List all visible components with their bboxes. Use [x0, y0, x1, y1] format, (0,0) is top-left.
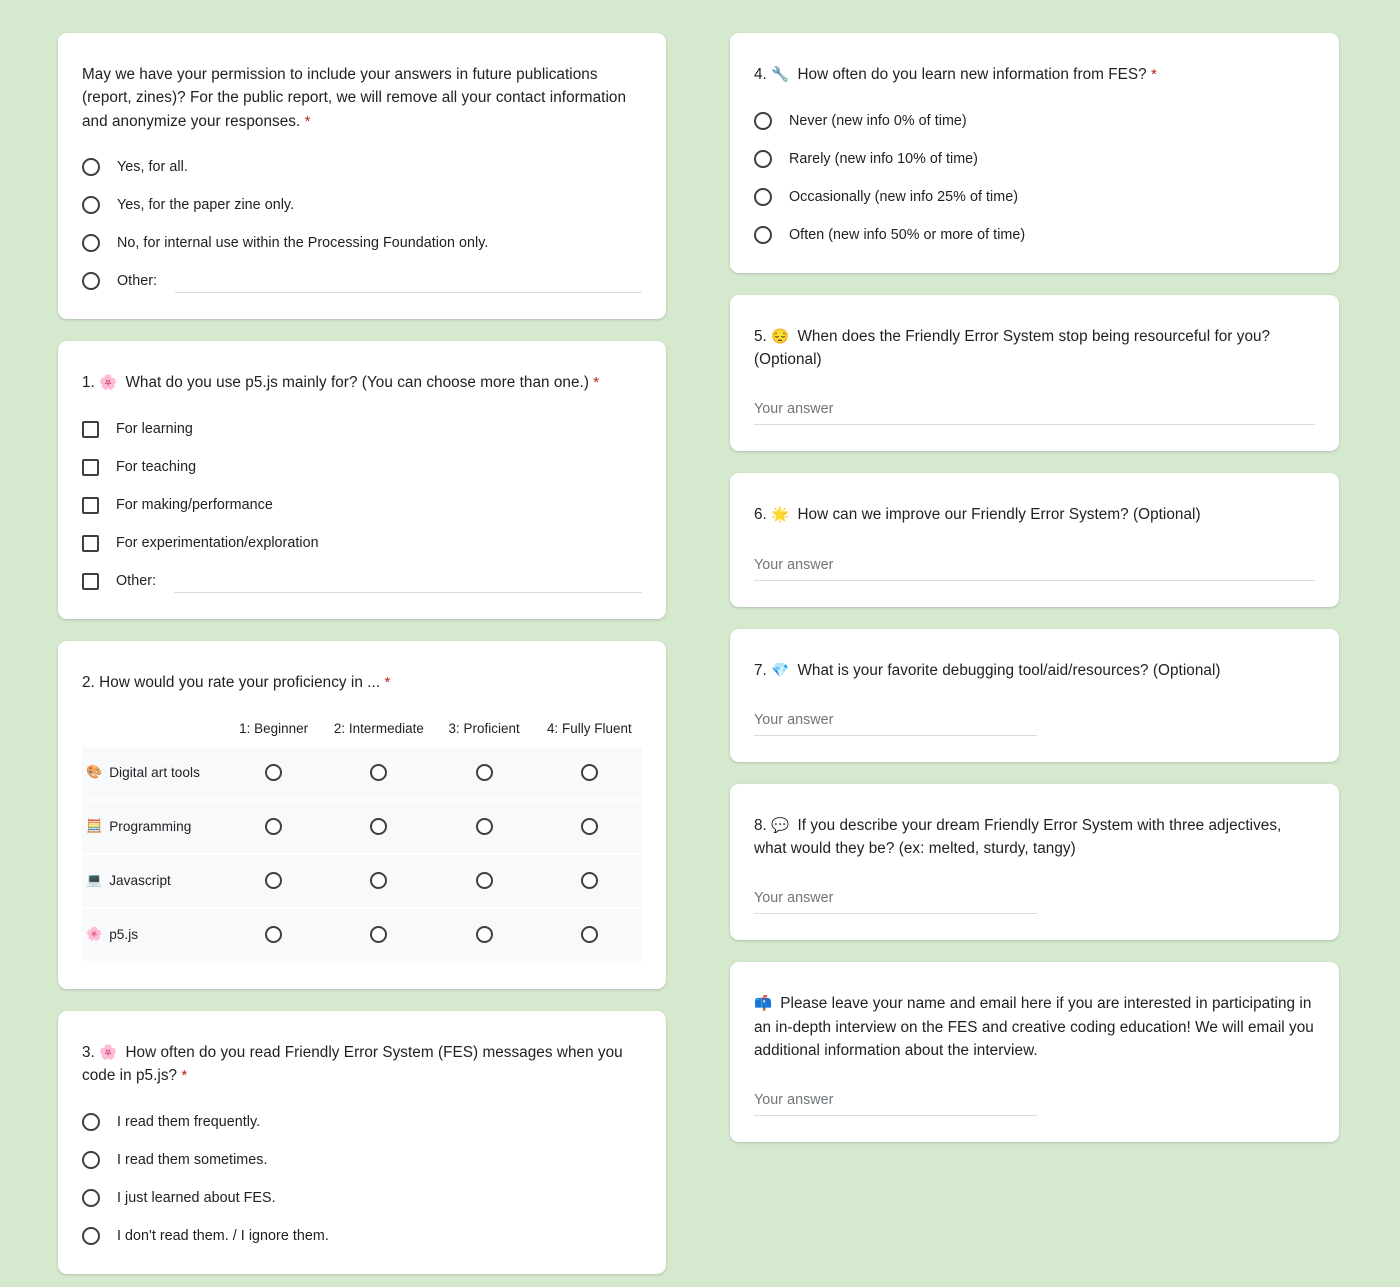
other-text-input[interactable] — [174, 573, 642, 593]
radio-icon[interactable] — [82, 196, 100, 214]
required-asterisk: * — [304, 112, 311, 130]
option-label: I don't read them. / I ignore them. — [117, 1227, 329, 1244]
checkbox-option[interactable] — [82, 493, 642, 517]
radio-icon[interactable] — [265, 926, 282, 943]
question-number: 6. — [754, 506, 772, 524]
answer-placeholder[interactable]: Your answer — [754, 712, 1037, 736]
question-card — [730, 784, 1339, 941]
grid-row — [82, 747, 642, 799]
grid-row — [82, 801, 642, 853]
radio-icon[interactable] — [82, 1151, 100, 1169]
answer-placeholder[interactable]: Your answer — [754, 557, 1315, 581]
option-label: Occasionally (new info 25% of time) — [789, 188, 1019, 205]
checkbox-option[interactable] — [82, 455, 642, 479]
grid-cell[interactable] — [221, 926, 326, 943]
grid-row-label-text: p5.js — [109, 927, 139, 943]
radio-option[interactable] — [82, 193, 642, 217]
grid-cell[interactable] — [221, 818, 326, 835]
grid-column-header: 3: Proficient — [448, 720, 520, 736]
option-label: For learning — [116, 421, 193, 438]
radio-icon[interactable] — [476, 926, 493, 943]
radio-icon[interactable] — [82, 158, 100, 176]
radio-option[interactable] — [82, 1110, 642, 1134]
grid-cell[interactable] — [537, 818, 642, 835]
question-text — [754, 503, 1315, 526]
radio-option[interactable] — [82, 1186, 642, 1210]
radio-icon[interactable] — [370, 818, 387, 835]
radio-option[interactable] — [82, 155, 642, 179]
grid-row-emoji-icon: 💻 — [86, 872, 103, 888]
option-label: Rarely (new info 10% of time) — [789, 150, 978, 167]
radio-icon[interactable] — [581, 926, 598, 943]
radio-icon[interactable] — [82, 1227, 100, 1245]
question-card — [730, 629, 1339, 762]
question-text — [754, 659, 1315, 682]
options-list — [82, 417, 642, 593]
option-label: I read them sometimes. — [117, 1151, 268, 1168]
radio-icon[interactable] — [370, 872, 387, 889]
grid-column-header: 2: Intermediate — [333, 720, 424, 736]
question-text — [82, 371, 642, 395]
radio-icon[interactable] — [476, 872, 493, 889]
question-label: What do you use p5.js mainly for? (You can choose more than one.) — [125, 374, 594, 392]
grid-cell[interactable] — [432, 818, 537, 835]
grid-cell[interactable] — [326, 764, 431, 781]
short-answer-field[interactable] — [754, 890, 1037, 914]
radio-option[interactable] — [754, 109, 1315, 133]
question-label: How would you rate your proficiency in ... — [99, 674, 385, 692]
radio-icon[interactable] — [82, 1113, 100, 1131]
short-answer-field[interactable] — [754, 1092, 1037, 1116]
grid-row-emoji-icon: 🧮 — [86, 818, 103, 834]
radio-icon[interactable] — [82, 272, 100, 290]
question-emoji-icon: 😔 — [771, 328, 798, 345]
question-number: 2. — [82, 674, 100, 692]
radio-option[interactable] — [754, 223, 1315, 247]
options-list — [754, 109, 1315, 247]
question-emoji-icon: 🌸 — [99, 375, 126, 392]
option-label: Other: — [117, 273, 158, 290]
option-label: I read them frequently. — [117, 1113, 261, 1130]
question-card — [730, 473, 1339, 606]
radio-option[interactable] — [82, 269, 642, 293]
radio-icon[interactable] — [476, 764, 493, 781]
answer-placeholder[interactable]: Your answer — [754, 890, 1037, 914]
radio-icon[interactable] — [581, 818, 598, 835]
question-text — [82, 63, 642, 133]
radio-option[interactable] — [82, 231, 642, 255]
question-emoji-icon: 📫 — [754, 996, 781, 1013]
question-text — [82, 671, 642, 695]
checkbox-option[interactable] — [82, 531, 642, 555]
option-label: For experimentation/exploration — [116, 535, 319, 552]
question-card — [58, 341, 666, 619]
option-label: I just learned about FES. — [117, 1189, 276, 1206]
radio-icon[interactable] — [82, 1189, 100, 1207]
grid-cell[interactable] — [221, 872, 326, 889]
question-number: 3. — [82, 1043, 100, 1061]
grid-row-label — [82, 817, 221, 837]
grid-cell[interactable] — [432, 926, 537, 943]
grid-row — [82, 909, 642, 961]
radio-option[interactable] — [82, 1224, 642, 1248]
question-label: When does the Friendly Error System stop being resourceful for you? (Optional) — [754, 327, 1271, 369]
grid-column-header: 4: Fully Fluent — [546, 720, 632, 736]
grid-cell[interactable] — [432, 872, 537, 889]
required-asterisk: * — [1151, 66, 1157, 83]
grid-cell[interactable] — [326, 872, 431, 889]
question-number: 8. — [754, 816, 772, 834]
question-label: Please leave your name and email here if you are interested in participating in an in-depth interview on the FES and creative coding education! We will email you additional information about the interview. — [754, 995, 1314, 1059]
question-text — [754, 63, 1315, 87]
question-emoji-icon: 💎 — [771, 662, 798, 679]
answer-placeholder[interactable]: Your answer — [754, 1092, 1037, 1116]
option-label: Yes, for the paper zine only. — [117, 197, 295, 214]
question-text — [754, 814, 1315, 861]
question-text — [82, 1041, 642, 1088]
question-text — [754, 992, 1315, 1062]
answer-placeholder[interactable]: Your answer — [754, 401, 1315, 425]
grid-row — [82, 855, 642, 907]
radio-icon[interactable] — [581, 872, 598, 889]
question-label: How often do you read Friendly Error System (FES) messages when you code in p5.js? — [82, 1043, 623, 1085]
question-emoji-icon: 🌸 — [99, 1044, 126, 1061]
grid-column-header: 1: Beginner — [239, 720, 309, 736]
question-emoji-icon: 🌟 — [771, 507, 798, 524]
checkbox-icon[interactable] — [82, 535, 99, 552]
checkbox-icon[interactable] — [82, 459, 99, 476]
radio-icon[interactable] — [82, 234, 100, 252]
required-asterisk: * — [593, 374, 600, 392]
question-label: If you describe your dream Friendly Error System with three adjectives, what would they be? (ex: melted, sturdy, tangy) — [754, 816, 1282, 858]
right-column — [730, 33, 1339, 1142]
options-list — [82, 155, 642, 293]
radio-icon[interactable] — [754, 150, 772, 168]
grid-cell[interactable] — [326, 926, 431, 943]
radio-icon[interactable] — [754, 188, 772, 206]
radio-icon[interactable] — [370, 764, 387, 781]
question-number: 5. — [754, 327, 772, 345]
question-emoji-icon: 💬 — [771, 817, 798, 834]
question-number: 4. — [754, 66, 772, 83]
question-label: How can we improve our Friendly Error System? (Optional) — [797, 506, 1201, 524]
grid-cell[interactable] — [432, 764, 537, 781]
checkbox-icon[interactable] — [82, 573, 99, 590]
options-list — [82, 1110, 642, 1248]
question-text — [754, 325, 1315, 372]
option-label: No, for internal use within the Processing Foundation only. — [117, 235, 489, 252]
option-label: For making/performance — [116, 497, 273, 514]
question-number: 1. — [82, 374, 100, 392]
required-asterisk: * — [384, 674, 391, 692]
grid-row-label — [82, 763, 221, 783]
radio-icon[interactable] — [370, 926, 387, 943]
option-label: Never (new info 0% of time) — [789, 112, 967, 129]
checkbox-icon[interactable] — [82, 421, 99, 438]
option-label: Yes, for all. — [117, 159, 188, 176]
checkbox-option[interactable] — [82, 569, 642, 593]
grid-cell[interactable] — [537, 926, 642, 943]
checkbox-icon[interactable] — [82, 497, 99, 514]
grid-cell[interactable] — [537, 872, 642, 889]
question-emoji-icon: 🔧 — [771, 67, 798, 83]
short-answer-field[interactable] — [754, 401, 1315, 425]
question-label: What is your favorite debugging tool/aid/resources? (Optional) — [797, 661, 1221, 679]
radio-icon[interactable] — [476, 818, 493, 835]
grid-row-emoji-icon: 🎨 — [86, 764, 103, 780]
required-asterisk: * — [181, 1067, 188, 1085]
question-card — [730, 962, 1339, 1142]
grid-row-label-text: Programming — [109, 819, 192, 835]
grid-row-emoji-icon: 🌸 — [86, 926, 103, 942]
checkbox-option[interactable] — [82, 417, 642, 441]
question-label: How often do you learn new information from FES? — [797, 66, 1152, 83]
proficiency-grid — [82, 721, 642, 961]
radio-option[interactable] — [82, 1148, 642, 1172]
option-label: For teaching — [116, 459, 197, 476]
question-card — [58, 33, 666, 319]
option-label: Often (new info 50% or more of time) — [789, 226, 1026, 243]
question-card — [58, 1011, 666, 1274]
radio-option[interactable] — [754, 147, 1315, 171]
radio-icon[interactable] — [754, 112, 772, 130]
short-answer-field[interactable] — [754, 557, 1315, 581]
other-text-input[interactable] — [175, 273, 642, 293]
radio-option[interactable] — [754, 185, 1315, 209]
grid-row-label-text: Digital art tools — [109, 765, 200, 781]
question-card — [730, 33, 1339, 273]
grid-row-label-text: Javascript — [109, 873, 171, 889]
question-number: 7. — [754, 661, 772, 679]
radio-icon[interactable] — [581, 764, 598, 781]
grid-header-row — [82, 721, 642, 747]
short-answer-field[interactable] — [754, 712, 1037, 736]
grid-row-label — [82, 871, 221, 891]
radio-icon[interactable] — [754, 226, 772, 244]
left-column — [58, 33, 666, 1274]
grid-cell[interactable] — [326, 818, 431, 835]
grid-cell[interactable] — [537, 764, 642, 781]
grid-row-label — [82, 925, 221, 945]
radio-icon[interactable] — [265, 818, 282, 835]
question-card — [730, 295, 1339, 452]
question-card — [58, 641, 666, 989]
radio-icon[interactable] — [265, 872, 282, 889]
option-label: Other: — [116, 573, 157, 590]
question-label: May we have your permission to include your answers in future publications (report, zines)? For the public report, we will remove all your contact information and anonymize your responses. — [82, 66, 627, 130]
radio-icon[interactable] — [265, 764, 282, 781]
grid-cell[interactable] — [221, 764, 326, 781]
